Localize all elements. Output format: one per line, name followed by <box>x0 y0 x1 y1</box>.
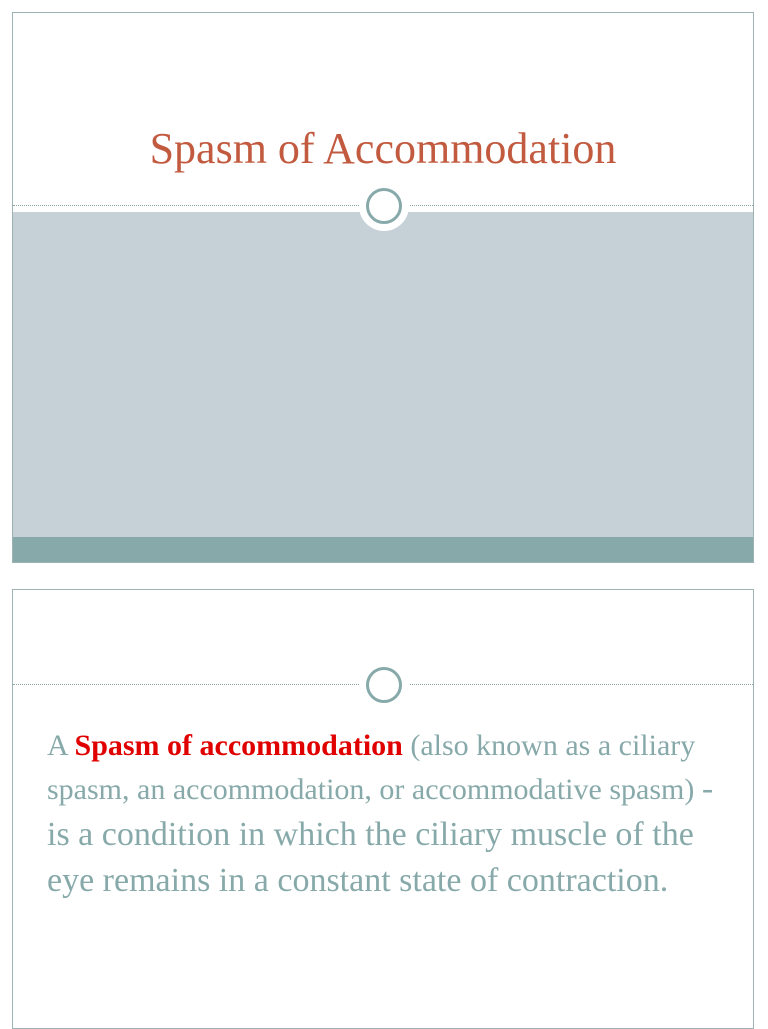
circle-ornament-icon <box>359 181 409 231</box>
content-slide <box>12 589 754 1029</box>
circle-ring-icon <box>366 667 402 703</box>
highlighted-term: Spasm of accommodation <box>74 729 403 762</box>
slide-title: Spasm of Accommodation <box>149 124 617 173</box>
circle-ornament-icon <box>359 660 409 710</box>
definition-text: - is a condition in which the ciliary muscle of the eye remains in a constant state of contraction. <box>47 770 714 899</box>
title-slide <box>12 12 754 563</box>
gray-band <box>13 212 753 537</box>
article-text: A <box>47 729 75 762</box>
circle-ring-icon <box>366 188 402 224</box>
aka-text: (also known as a ciliary spasm, an accommodation, or accommodative spasm) <box>47 729 702 806</box>
teal-band <box>13 537 753 563</box>
definition-paragraph <box>47 725 723 904</box>
